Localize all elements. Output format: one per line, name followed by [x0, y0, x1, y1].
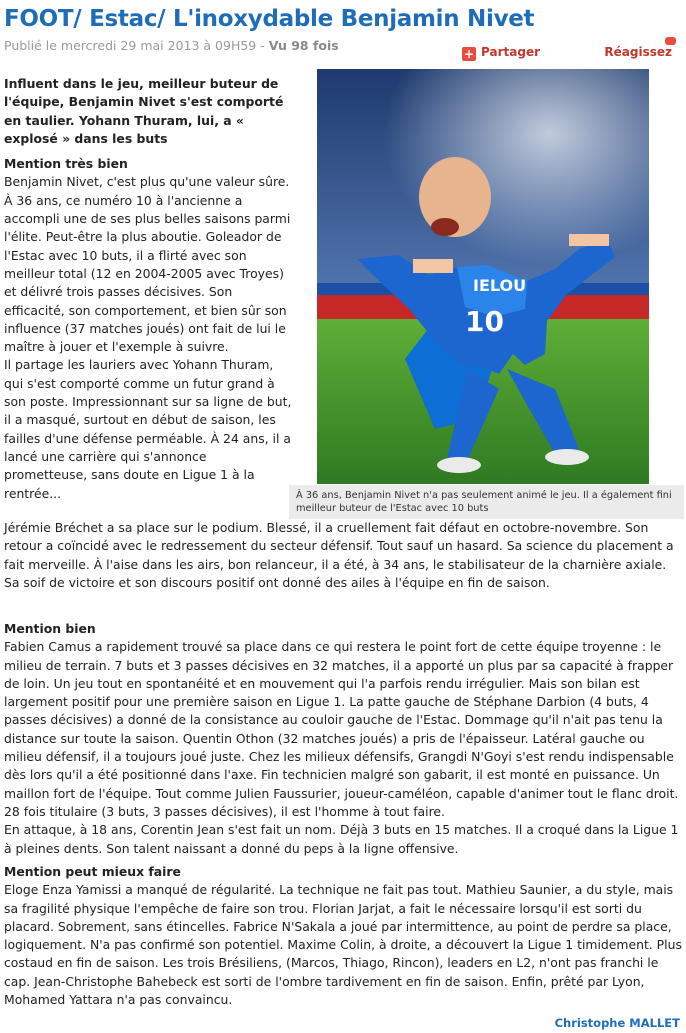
comment-bubble-icon: [665, 37, 676, 45]
react-button[interactable]: [604, 43, 672, 61]
paragraph-yamissi: Eloge Enza Yamissi a manqué de régularité. La technique ne fait pas tout. Mathieu Saunier, a du style, mais sa fragilité physique l'empêche de faire son trou. Florian Jarjat, a fait le nécessaire lorsqu'il est sorti du placard. Sobrement, sans étincelles. Fabrice N'Sakala a joué par intermittence, au point de perdre sa place, logiquement. N'a pas confirmé son potentiel. Maxime Colin, à droite, a découvert la Ligue 1 timidement. Plus costaud en fin de saison. Les trois Brésiliens, (Marcos, Thiago, Rincon), leaders en L2, n'ont pas franchi le cap. Jean-Christophe Bahebeck est sorti de l'ombre tardivement en fin de saison. Enfin, prêté par Lyon, Mohamed Yattara n'a pas convaincu.: [4, 882, 682, 1008]
share-button[interactable]: [462, 43, 540, 61]
jersey-sponsor-text: IELOU: [473, 276, 527, 295]
article-lead: Influent dans le jeu, meilleur buteur de l'équipe, Benjamin Nivet s'est comporté en taulier. Yohann Thuram, lui, a « explosé » dans les buts: [4, 76, 284, 146]
meta-separator: -: [256, 38, 269, 53]
plus-icon: +: [464, 47, 475, 61]
paragraph-thuram: Il partage les lauriers avec Yohann Thuram, qui s'est comporté comme un futur grand à son poste. Impressionnant sur sa ligne de but, il a masqué, surtout en début de saison, les failles d'une défense perméable. À 24 ans, il a lancé une carrière qui s'annonce prometteuse, sans doute en Ligue 1 à la rentrée...: [4, 357, 292, 501]
publish-date: Publié le mercredi 29 mai 2013 à 09H59: [4, 38, 257, 53]
photo-caption: À 36 ans, Benjamin Nivet n'a pas seulement animé le jeu. Il a également fini meilleur buteur de l'Estac avec 10 buts: [289, 485, 684, 519]
jersey-number: 10: [465, 305, 504, 338]
author-signature: Christophe MALLET: [554, 1016, 680, 1030]
player-celebration-image: [317, 69, 649, 484]
section-heading-peut-mieux: Mention peut mieux faire: [4, 864, 181, 879]
section-peut-mieux-faire: [4, 863, 682, 1009]
article-figure: [289, 67, 684, 519]
share-label: Partager: [481, 45, 540, 59]
paragraph-jean: En attaque, à 18 ans, Corentin Jean s'est fait un nom. Déjà 3 buts en 15 matches. Il a croqué dans la Ligue 1 à pleines dents. Son talent naissant a donné du peps à la ligne offensive.: [4, 822, 679, 856]
section-bien: [4, 620, 682, 858]
paragraph-brechet: Jérémie Bréchet a sa place sur le podium. Blessé, il a cruellement fait défaut en octobre-novembre. Son retour a coïncidé avec le redressement du secteur défensif. Tout sauf un hasard. Sa science du placement a fait merveille. À l'aise dans les airs, bon relanceur, il a été, à 34 ans, le stabilisateur de la charnière axiale. Sa soif de victoire et son discours positif ont donné des ailes à l'équipe en fin de saison.: [4, 520, 674, 590]
react-label: Réagissez: [604, 45, 672, 59]
article-lead-column: [4, 75, 292, 503]
section-heading-tres-bien: Mention très bien: [4, 156, 128, 172]
view-count: Vu 98 fois: [268, 38, 339, 53]
player-photo[interactable]: [317, 69, 649, 484]
article-title: FOOT/ Estac/ L'inoxydable Benjamin Nivet: [4, 6, 535, 32]
article-meta: [4, 37, 339, 55]
paragraph-camus: Fabien Camus a rapidement trouvé sa place dans ce qui restera le point fort de cette équipe troyenne : le milieu de terrain. 7 buts et 3 passes décisives en 32 matches, il a apporté un plus par sa capacité à frapper de loin. Un jeu tout en spontanéité et en mouvement qui l'a parfois rendu irrégulier. Mais son bilan est largement positif pour une première saison en Ligue 1. La patte gauche de Stéphane Darbion (4 buts, 4 passes décisives) a donné de la consistance au couloir gauche de l'Estac. Dommage qu'il n'ait pas tenu la distance sur toute la saison. Quentin Othon (32 matches joués) a pris de l'épaisseur. Latéral gauche ou milieu défensif, il a toujours joué juste. Chez les milieux défensifs, Grangdi N'Goyi s'est rendu indispensable dès lors qu'il a été positionné dans l'axe. Fin technicien malgré son gabarit, il est monté en puissance. Un maillon fort de l'équipe. Tout comme Julien Faussurier, joueur-caméléon, capable d'animer tout le flanc droit. 28 fois titulaire (3 buts, 3 passes décisives), il est l'homme à tout faire.: [4, 639, 679, 819]
section-heading-bien: Mention bien: [4, 621, 96, 636]
paragraph-nivet: Benjamin Nivet, c'est plus qu'une valeur sûre. À 36 ans, ce numéro 10 à l'ancienne a accompli une de ses plus belles saisons parmi l'élite. Peut-être la plus aboutie. Goleador de l'Estac avec 10 buts, il a flirté avec son meilleur total (12 en 2004-2005 avec Troyes) et délivré trois passes décisives. Son efficacité, son comportement, et bien sûr son influence (37 matches joués) ont fait de lui le maître à jouer et l'exemple à suivre.: [4, 174, 291, 355]
